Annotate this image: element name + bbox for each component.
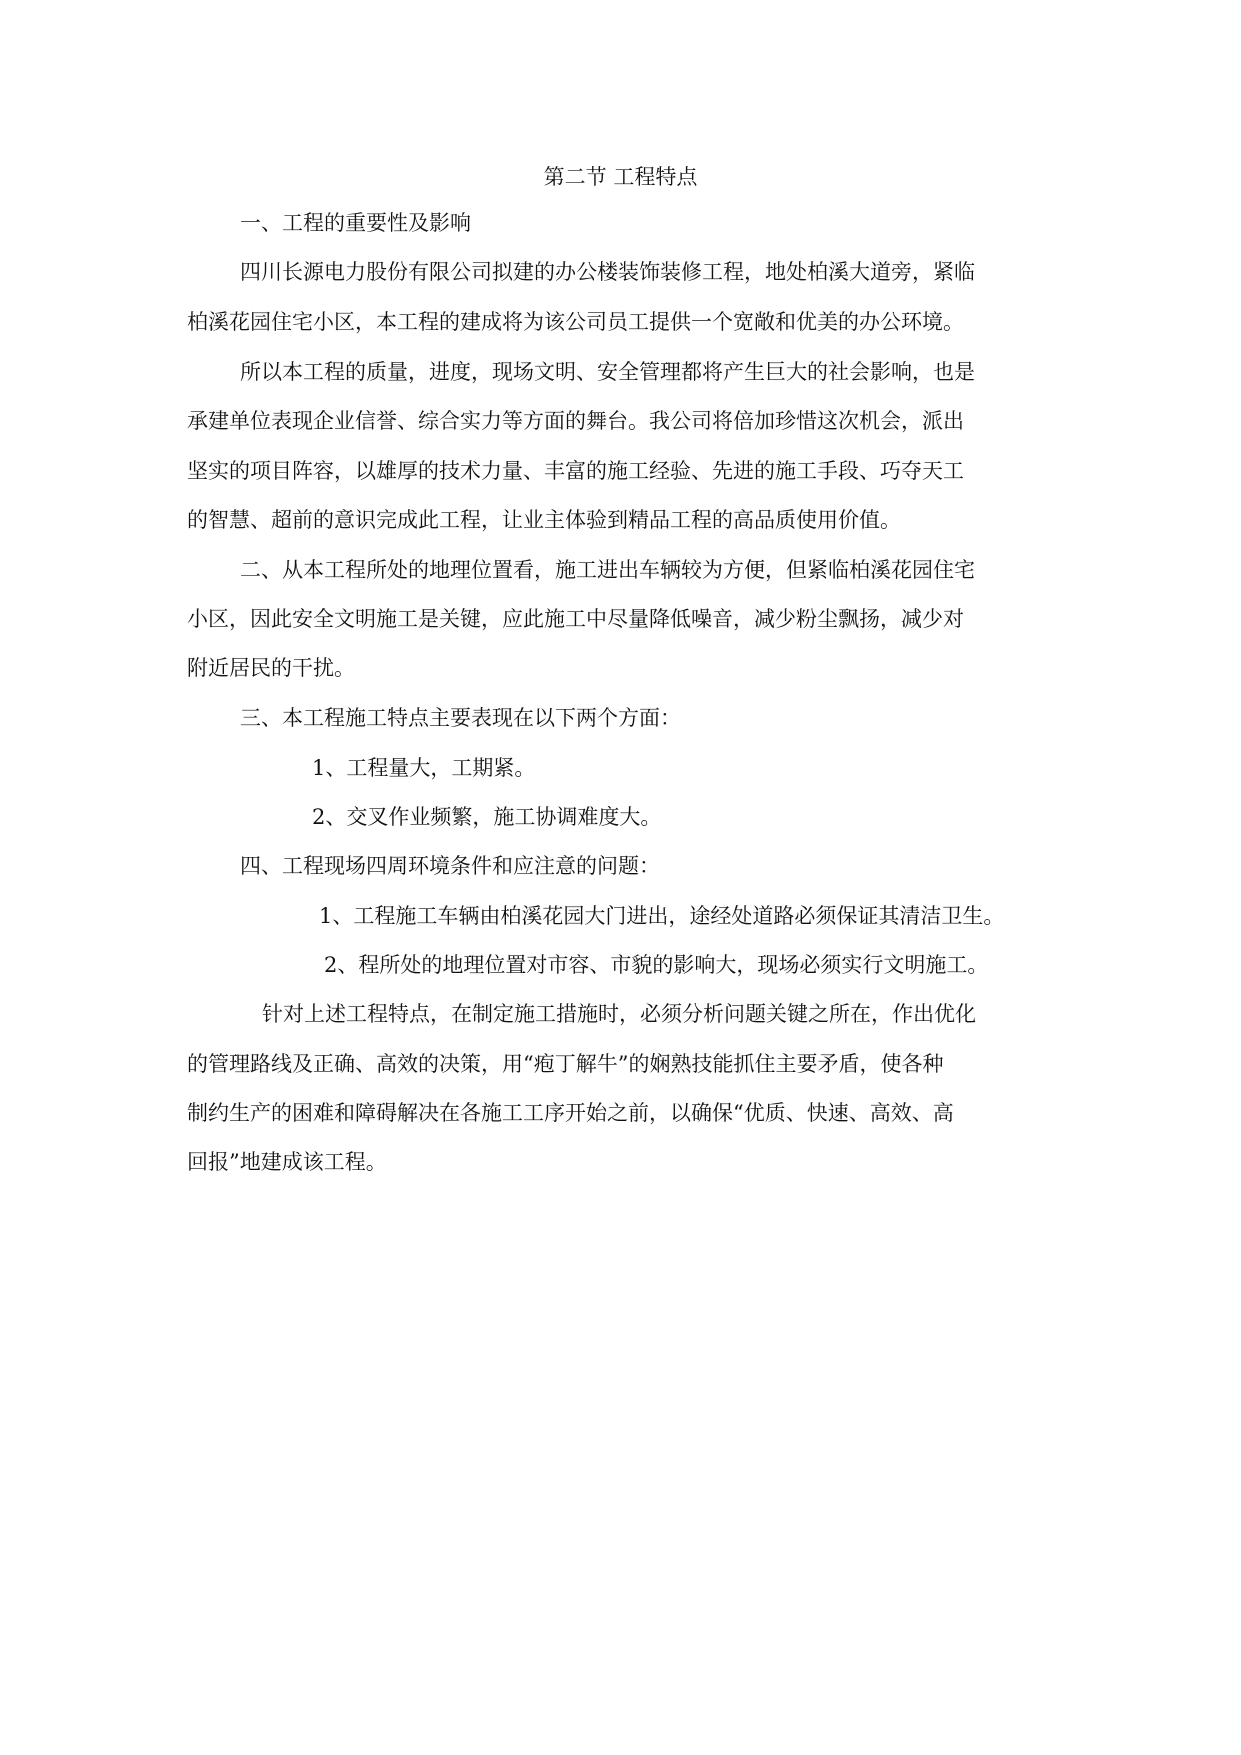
list-item: 2、交叉作业频繁，施工协调难度大。 — [312, 805, 662, 829]
paragraph-line: 所以本工程的质量，进度，现场文明、安全管理都将产生巨大的社会影响，也是 — [240, 360, 975, 384]
paragraph-line: 坚实的项目阵容，以雄厚的技术力量、丰富的施工经验、先进的施工手段、巧夺天工 — [187, 459, 964, 483]
paragraph-line: 针对上述工程特点，在制定施工措施时，必须分析问题关键之所在，作出优化 — [262, 1002, 976, 1026]
paragraph-line: 的智慧、超前的意识完成此工程，让业主体验到精品工程的高品质使用价值。 — [187, 508, 901, 532]
paragraph-line: 附近居民的干扰。 — [187, 656, 355, 680]
paragraph-line: 柏溪花园住宅小区，本工程的建成将为该公司员工提供一个宽敞和优美的办公环境。 — [187, 310, 964, 334]
paragraph-line: 四川长源电力股份有限公司拟建的办公楼装饰装修工程，地处柏溪大道旁，紧临 — [240, 260, 975, 284]
paragraph-line: 小区，因此安全文明施工是关键，应此施工中尽量降低噪音，减少粉尘飘扬，减少对 — [187, 607, 964, 631]
heading-environment: 四、工程现场四周环境条件和应注意的问题： — [240, 854, 660, 878]
heading-features: 三、本工程施工特点主要表现在以下两个方面： — [240, 706, 681, 730]
list-item: 2、程所处的地理位置对市容、市貌的影响大，现场必须实行文明施工。 — [324, 953, 989, 977]
paragraph-line: 承建单位表现企业信誉、综合实力等方面的舞台。我公司将倍加珍惜这次机会，派出 — [187, 409, 964, 433]
paragraph-line: 的管理路线及正确、高效的决策，用“疱丁解牛”的娴熟技能抓住主要矛盾，使各种 — [187, 1052, 944, 1076]
paragraph-line: 二、从本工程所处的地理位置看，施工进出车辆较为方便，但紧临柏溪花园住宅 — [240, 558, 975, 582]
paragraph-line: 回报”地建成该工程。 — [187, 1150, 387, 1174]
heading-importance: 一、工程的重要性及影响 — [240, 211, 471, 235]
paragraph-line: 制约生产的困难和障碍解决在各施工工序开始之前，以确保“优质、快速、高效、高 — [187, 1101, 954, 1125]
list-item: 1、工程施工车辆由柏溪花园大门进出，途经处道路必须保证其清洁卫生。 — [319, 904, 1005, 928]
section-title: 第二节 工程特点 — [543, 165, 698, 189]
list-item: 1、工程量大，工期紧。 — [312, 756, 536, 780]
